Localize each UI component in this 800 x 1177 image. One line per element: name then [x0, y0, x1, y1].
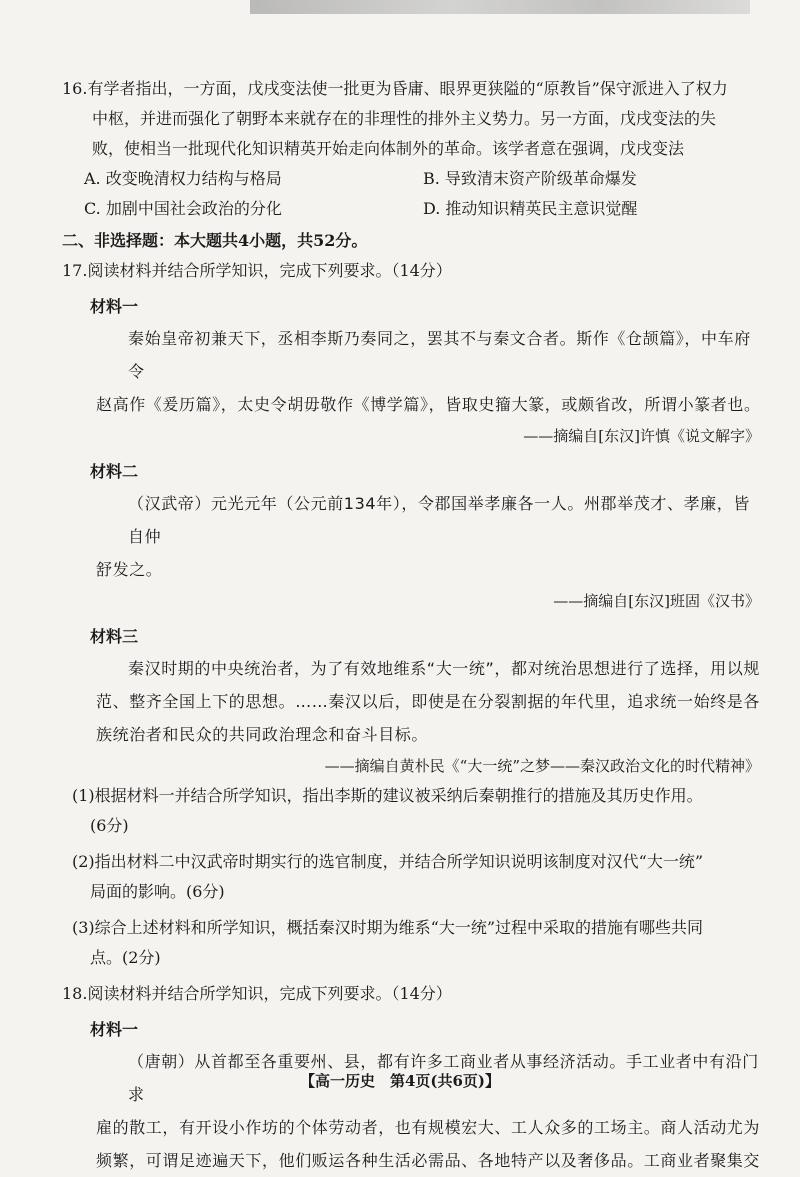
option-b[interactable]: B. 导致清末资产阶级革命爆发: [423, 169, 637, 188]
material-title: 材料一: [90, 1020, 139, 1039]
material-title: 材料三: [90, 627, 139, 646]
q16-line: 中枢，并进而强化了朝野本来就存在的非理性的排外主义势力。另一方面，戊戌变法的失: [92, 109, 717, 128]
top-edge-shadow: [250, 0, 750, 14]
material-body: [62, 1045, 762, 1177]
sub-question-line: 点。(2分): [90, 948, 161, 967]
material-title: 材料一: [90, 297, 139, 316]
material-line: 族统治者和民众的共同政治理念和奋斗目标。: [96, 725, 429, 744]
material-body: [62, 487, 762, 586]
material-line: 舒发之。: [96, 560, 163, 579]
material-line: （唐朝）从首都至各重要州、县，都有许多工商业者从事经济活动。手工业者中有沿门求: [128, 1052, 759, 1104]
q16-line: 16.有学者指出，一方面，戊戌变法使一批更为昏庸、眼界更狭隘的“原教旨”保守派进入了权力: [62, 79, 728, 98]
material-body: [62, 652, 762, 751]
sub-question-3: [62, 913, 762, 973]
material-line: 雇的散工，有开设小作坊的个体劳动者，也有规模宏大、工人众多的工场主。商人活动尤为: [96, 1118, 761, 1137]
material-source: ——摘编自[东汉]班固《汉书》: [553, 592, 760, 610]
sub-question-2: [62, 847, 762, 907]
material-source: ——摘编自[东汉]许慎《说文解字》: [523, 427, 760, 445]
option-c[interactable]: C. 加剧中国社会政治的分化: [84, 199, 282, 218]
sub-question-line: 局面的影响。(6分): [90, 882, 225, 901]
sub-question-line: (1)根据材料一并结合所学知识，指出李斯的建议被采纳后秦朝推行的措施及其历史作用。: [72, 786, 703, 805]
q16-line: 败，使相当一批现代化知识精英开始走向体制外的革命。该学者意在强调，戊戌变法: [92, 139, 685, 158]
option-a[interactable]: A. 改变晚清权力结构与格局: [84, 169, 282, 188]
material-line: （汉武帝）元光元年（公元前134年），令郡国举孝廉各一人。州郡举茂才、孝廉，皆自仲: [128, 494, 750, 546]
section-heading: 二、非选择题：本大题共4小题，共52分。: [62, 231, 368, 250]
material-source: ——摘编自黄朴民《“大一统”之梦——秦汉政治文化的时代精神》: [324, 757, 760, 775]
sub-question-line: (6分): [90, 816, 129, 835]
material-title: 材料二: [90, 462, 139, 481]
material-line: 秦汉时期的中央统治者，为了有效地维系“大一统”，都对统治思想进行了选择，用以规: [128, 659, 760, 678]
question-16: [62, 74, 762, 164]
page-footer: 【高一历史 第4页(共6页)】: [299, 1072, 501, 1090]
option-d[interactable]: D. 推动知识精英民主意识觉醒: [423, 199, 638, 218]
material-line: 秦始皇帝初兼天下，丞相李斯乃奏同之，罢其不与秦文合者。斯作《仓颉篇》，中车府令: [128, 329, 751, 381]
question-17-stem: 17.阅读材料并结合所学知识，完成下列要求。（14分）: [62, 261, 452, 280]
material-line: 频繁，可谓足迹遍天下，他们贩运各种生活必需品、各地特产以及奢侈品。工商业者聚集交: [96, 1151, 761, 1170]
sub-question-line: (2)指出材料二中汉武帝时期实行的选官制度，并结合所学知识说明该制度对汉代“大一统”: [72, 852, 704, 871]
material-body: [62, 322, 762, 421]
material-line: 范、整齐全国上下的思想。……秦汉以后，即使是在分裂割据的年代里，追求统一始终是各: [96, 692, 761, 711]
sub-question-1: [62, 781, 762, 841]
q16-options: [62, 164, 762, 224]
exam-page: [62, 74, 762, 1177]
question-18-stem: 18.阅读材料并结合所学知识，完成下列要求。（14分）: [62, 984, 452, 1003]
sub-question-line: (3)综合上述材料和所学知识，概括秦汉时期为维系“大一统”过程中采取的措施有哪些共同: [72, 918, 704, 937]
material-line: 赵高作《爰历篇》，太史令胡毋敬作《博学篇》，皆取史籀大篆，或颇省改，所谓小篆者也。: [96, 395, 761, 414]
